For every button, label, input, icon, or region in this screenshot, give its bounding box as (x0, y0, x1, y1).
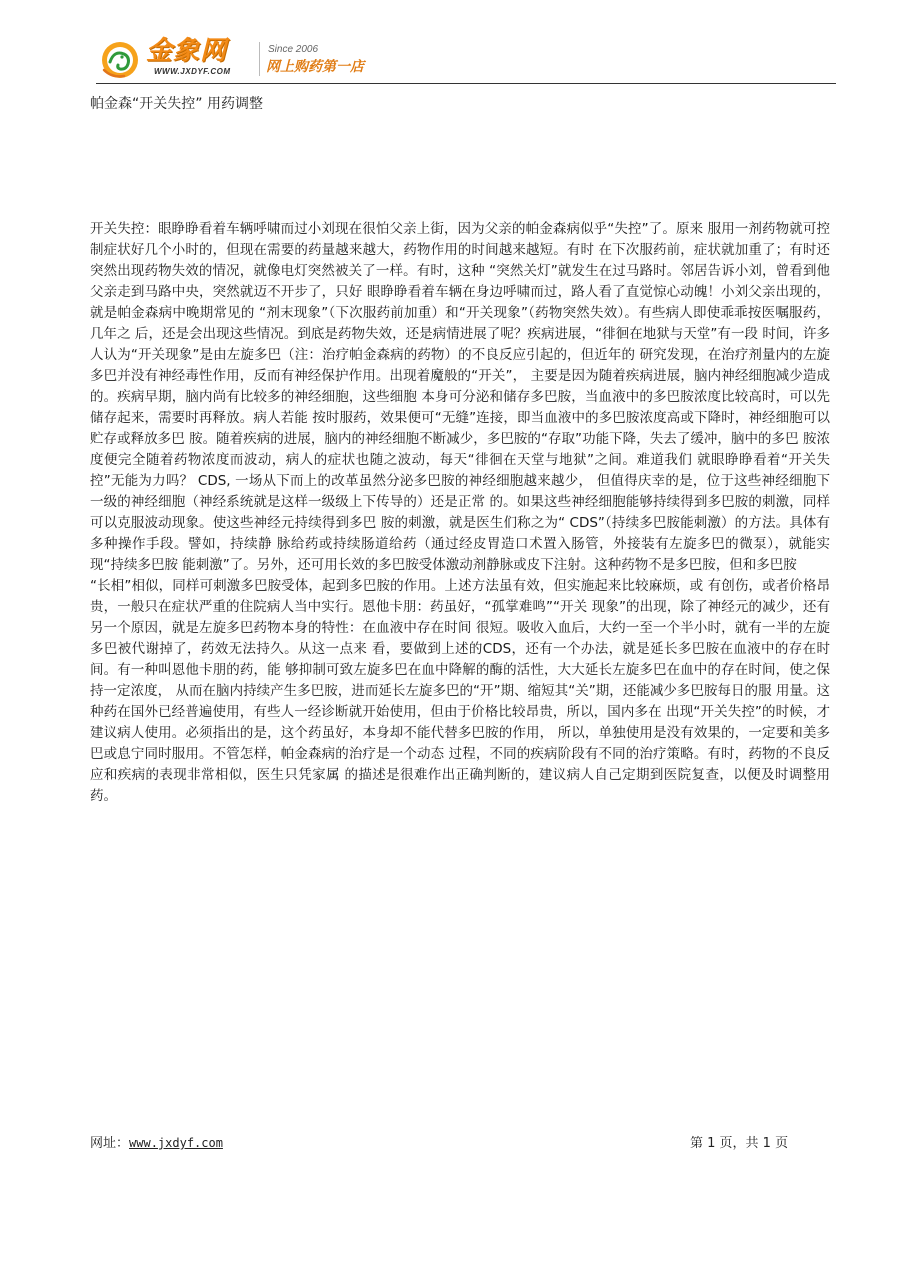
document-title: 帕金森“开关失控” 用药调整 (90, 96, 263, 112)
header-rule (96, 83, 836, 84)
elephant-logo-icon (98, 40, 142, 80)
since-label: Since 2006 (268, 44, 319, 55)
footer-url-label: 网址： (90, 1136, 130, 1151)
body-paragraph: “长相”相似，同样可刺激多巴胺受体，起到多巴胺的作用。上述方法虽有效，但实施起来比较麻烦，或 有创伤，或者价格昂贵，一般只在症状严重的住院病人当中实行。恩他卡朋：药虽好，“孤掌难鸣”“开关 现象”的出现，除了神经元的减少，还有另一个原因，就是左旋多巴药物本身的特性：在血液中存在时间 很短。吸收入血后，大约一至一个半小时，就有一半的左旋多巴被代谢掉了，药效无法持久。从这一点来 看，要做到上述的CDS，还有一个办法，就是延长多巴胺在血液中的存在时间。有一种叫恩他卡朋的药，能 够抑制可致左旋多巴在血中降解的酶的活性，大大延长左旋多巴在血中的存在时间，使之保持一定浓度， 从而在脑内持续产生多巴胺，进而延长左旋多巴的“开”期、缩短其“关”期，还能减少多巴胺每日的服 用量。这种药在国外已经普遍使用，有些人一经诊断就开始使用，但由于价格比较昂贵，所以，国内多在 出现“开关失控”的时候，才建议病人使用。必须指出的是，这个药虽好，本身却不能代替多巴胺的作用， 所以，单独使用是没有效果的，一定要和美多巴或息宁同时服用。不管怎样，帕金森病的治疗是一个动态 过程，不同的疾病阶段有不同的治疗策略。有时，药物的不良反应和疾病的表现非常相似，医生只凭家属 的描述是很难作出正确判断的，建议病人自己定期到医院复查，以便及时调整用药。 (90, 578, 830, 804)
logo-name: 金象网 (146, 36, 228, 66)
footer-page-info: 第 1 页，共 1 页 (690, 1136, 789, 1151)
footer-url-link[interactable]: www.jxdyf.com (129, 1136, 223, 1150)
header-divider (259, 42, 260, 76)
site-header (96, 34, 836, 84)
slogan: 网上购药第一店 (266, 59, 364, 75)
body-paragraph: 开关失控：眼睁睁看着车辆呼啸而过小刘现在很怕父亲上街，因为父亲的帕金森病似乎“失控”了。原来 服用一剂药物就可控制症状好几个小时的，但现在需要的药量越来越大，药物作用的时间越来越短。有时 在下次服药前，症状就加重了；有时还突然出现药物失效的情况，就像电灯突然被关了一样。有时，这种 “突然关灯”就发生在过马路时。邻居告诉小刘，曾看到他父亲走到马路中央，突然就迈不开步了，只好 眼睁睁看着车辆在身边呼啸而过，路人看了直觉惊心动魄！小刘父亲出现的，就是帕金森病中晚期常见的 “剂末现象”（下次服药前加重）和“开关现象”（药物突然失效）。有些病人即使乖乖按医嘱服药，几年之 后，还是会出现这些情况。到底是药物失效，还是病情进展了呢？疾病进展，“徘徊在地狱与天堂”有一段 时间，许多人认为“开关现象”是由左旋多巴（注：治疗帕金森病的药物）的不良反应引起的，但近年的 研究发现，在治疗剂量内的左旋多巴并没有神经毒性作用，反而有神经保护作用。出现着魔般的“开关”， 主要是因为随着疾病进展，脑内神经细胞减少造成的。疾病早期，脑内尚有比较多的神经细胞，这些细胞 本身可分泌和储存多巴胺，当血液中的多巴胺浓度比较高时，可以先储存起来，需要时再释放。病人若能 按时服药，效果便可“无缝”连接，即当血液中的多巴胺浓度高或下降时，神经细胞可以贮存或释放多巴 胺。随着疾病的进展，脑内的神经细胞不断减少，多巴胺的“存取”功能下降，失去了缓冲，脑中的多巴 胺浓度便完全随着药物浓度而波动，病人的症状也随之波动，每天“徘徊在天堂与地狱”之间。难道我们 就眼睁睁看着“开关失控”无能为力吗？ CDS, 一场从下而上的改革虽然分泌多巴胺的神经细胞越来越少， 但值得庆幸的是，位于这些神经细胞下一级的神经细胞（神经系统就是这样一级级上下传导的）还是正常 的。如果这些神经细胞能够持续得到多巴胺的刺激，同样可以克服波动现象。使这些神经元持续得到多巴 胺的刺激，就是医生们称之为“ CDS”（持续多巴胺能刺激）的方法。具体有多种操作手段。譬如，持续静 脉给药或持续肠道给药（通过经皮胃造口术置入肠管，外接装有左旋多巴的微泵），就能实现“持续多巴胺 能刺激”了。另外，还可用长效的多巴胺受体激动剂静脉或皮下注射。这种药物不是多巴胺，但和多巴胺 (90, 221, 830, 573)
document-body (90, 219, 830, 807)
footer-website (90, 1132, 223, 1151)
logo-domain: WWW.JXDYF.COM (154, 67, 231, 76)
